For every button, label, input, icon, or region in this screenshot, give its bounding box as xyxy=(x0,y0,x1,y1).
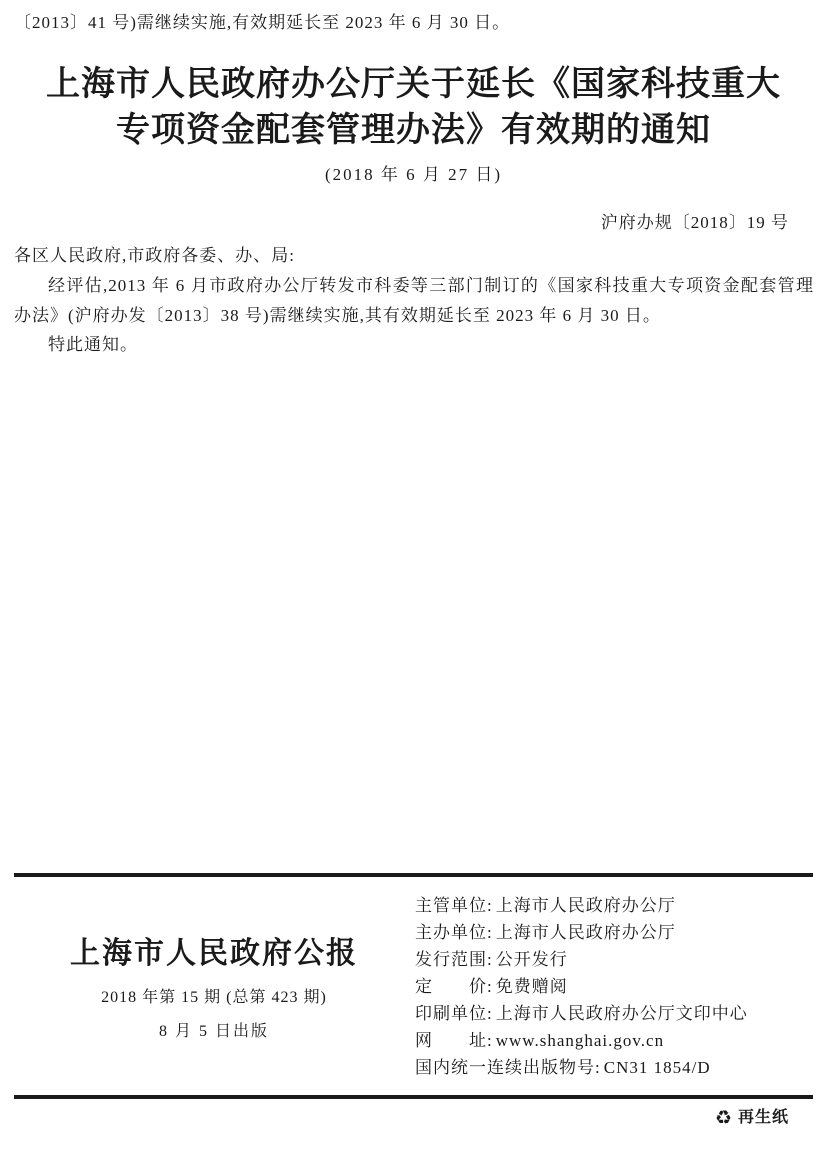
salutation: 各区人民政府,市政府各委、办、局: xyxy=(14,246,295,265)
pub-info-label: 国内统一连续出版物号: xyxy=(415,1058,601,1077)
pub-info-row-supervisor xyxy=(415,892,748,919)
gazette-issue-line: 2018 年第 15 期 (总第 423 期) xyxy=(101,989,327,1006)
closing-text: 特此通知。 xyxy=(48,335,138,354)
footer-divider-bottom xyxy=(14,1095,813,1099)
pub-info-label: 印刷单位: xyxy=(415,1004,493,1023)
document-title-line-1: 上海市人民政府办公厅关于延长《国家科技重大 xyxy=(46,66,781,103)
pub-info-label: 定 价: xyxy=(415,977,493,996)
recycle-icon: ♻ xyxy=(714,1107,733,1129)
publication-info xyxy=(415,892,748,1081)
pub-info-label: 网 址: xyxy=(415,1031,493,1050)
pub-info-value: 免费赠阅 xyxy=(495,977,568,996)
footer-divider-top xyxy=(14,873,813,877)
pub-info-value: 上海市人民政府办公厅 xyxy=(495,923,676,942)
pub-info-value: CN31 1854/D xyxy=(603,1058,711,1077)
recycled-paper-label: 再生纸 xyxy=(737,1109,789,1126)
pub-info-value: 上海市人民政府办公厅文印中心 xyxy=(495,1004,748,1023)
continuation-text: 〔2013〕41 号)需继续实施,有效期延长至 2023 年 6 月 30 日。 xyxy=(14,13,511,32)
pub-info-value: www.shanghai.gov.cn xyxy=(495,1031,665,1050)
pub-info-label: 主管单位: xyxy=(415,896,493,915)
pub-info-row-price xyxy=(415,973,748,1000)
gazette-publish-date: 8 月 5 日出版 xyxy=(158,1023,269,1040)
pub-info-row-website xyxy=(415,1027,748,1054)
pub-info-label: 主办单位: xyxy=(415,923,493,942)
gazette-title: 上海市人民政府公报 xyxy=(70,937,358,970)
pub-info-row-issn xyxy=(415,1054,748,1081)
document-number: 沪府办规〔2018〕19 号 xyxy=(600,213,789,232)
document-date: (2018 年 6 月 27 日) xyxy=(324,165,503,184)
body-paragraph: 经评估,2013 年 6 月市政府办公厅转发市科委等三部门制订的《国家科技重大专项资金配套管理办法》(沪府办发〔2013〕38 号)需继续实施,其有效期延长至 2023 年 6 月 30 日。 xyxy=(14,276,814,325)
document-title-line-2: 专项资金配套管理办法》有效期的通知 xyxy=(116,112,711,149)
document-title xyxy=(0,62,827,154)
pub-info-row-organizer xyxy=(415,919,748,946)
recycled-paper-mark xyxy=(715,1104,789,1129)
pub-info-row-distribution xyxy=(415,946,748,973)
pub-info-row-printer xyxy=(415,1000,748,1027)
pub-info-value: 公开发行 xyxy=(495,950,568,969)
pub-info-value: 上海市人民政府办公厅 xyxy=(495,896,676,915)
pub-info-label: 发行范围: xyxy=(415,950,493,969)
